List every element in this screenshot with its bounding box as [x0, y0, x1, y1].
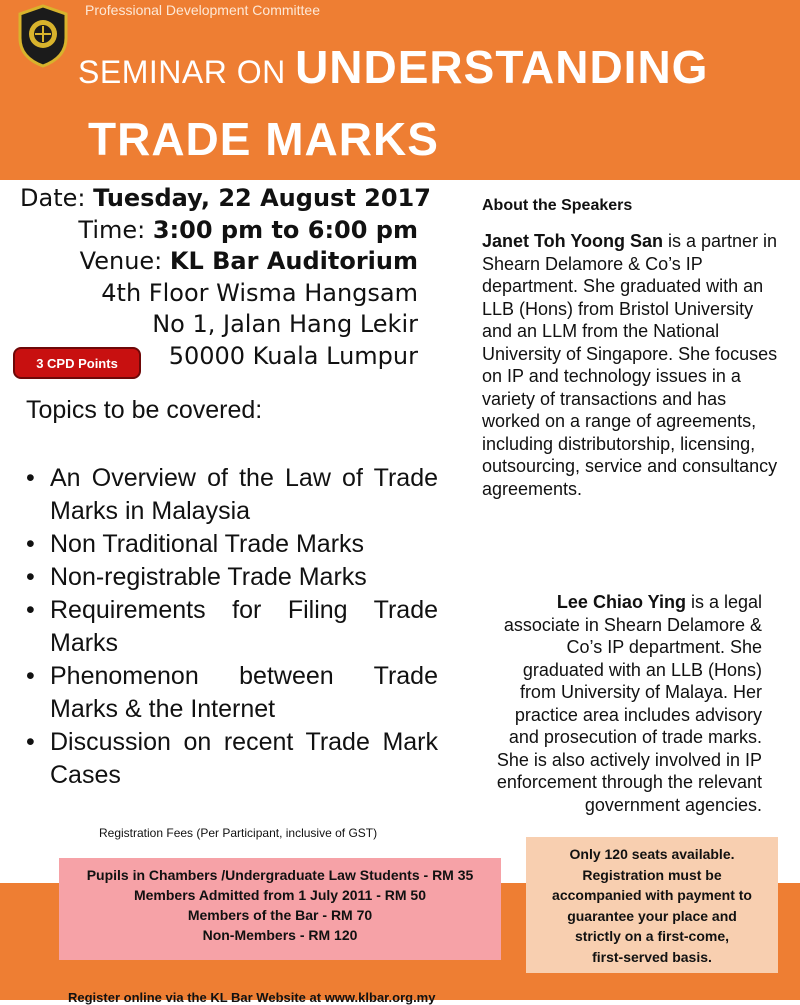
event-time [20, 215, 418, 247]
topic-item: • Non-registrable Trade Marks [26, 561, 438, 594]
title-prefix: SEMINAR ON [78, 54, 296, 90]
event-date [20, 183, 431, 215]
time-label: Time: [78, 215, 153, 244]
speaker-bio [484, 591, 762, 816]
topics-list [26, 462, 438, 792]
event-venue [20, 246, 418, 278]
fee-row: Pupils in Chambers /Undergraduate Law Students - RM 35 [86, 867, 474, 883]
seats-notice-line: guarantee your place and [567, 907, 737, 924]
address-line: No 1, Jalan Hang Lekir [152, 310, 418, 338]
seats-notice-box [526, 837, 778, 973]
fee-row: Members Admitted from 1 July 2011 - RM 50 [133, 887, 427, 903]
speaker-name: Janet Toh Yoong San [482, 231, 664, 251]
topic-item: • Requirements for Filing Trade Marks [26, 594, 438, 660]
registration-fees-label: Registration Fees (Per Participant, inclusive of GST) [99, 826, 378, 840]
address-line: 50000 Kuala Lumpur [168, 341, 418, 370]
speaker-description: is a partner in Shearn Delamore & Co’s IP department. She graduated with an LLB (Hons) from Bristol University and an LLM from the National University of Singapore. She focuses on IP and technology issues in a variety of transactions and has worked on a range of agreements, including distributorship, licensing, outsourcing, service and consultancy agreements. [482, 231, 778, 499]
venue-value: KL Bar Auditorium [169, 247, 418, 275]
seats-notice-line: first-served basis. [592, 948, 712, 965]
date-value: Tuesday, 22 August 2017 [93, 184, 431, 212]
date-label: Date: [20, 184, 94, 212]
speaker-description: is a legal associate in Shearn Delamore & Co’s IP department. She graduated with an LLB (Hons) from University of Malaya. Her practice area includes advisory and prosecution of trade marks. She is also actively involved in IP enforcement through the relevant government agencies. [496, 592, 762, 815]
seats-notice-line: Only 120 seats available. [569, 846, 735, 862]
committee-name: Professional Development Committee [85, 2, 320, 18]
event-details [20, 183, 431, 372]
header-banner [0, 0, 800, 180]
seats-notice-line: strictly on a first-come, [574, 928, 730, 944]
topics-heading: Topics to be covered: [26, 396, 263, 424]
seats-notice-line: Registration must be [582, 866, 722, 883]
topic-item: • Discussion on recent Trade Mark Cases [26, 726, 438, 792]
topic-item: • Phenomenon between Trade Marks & the Internet [26, 660, 438, 726]
time-value: 3:00 pm to 6:00 pm [152, 215, 418, 244]
topic-item: • Non Traditional Trade Marks [26, 528, 438, 561]
seminar-title-line-1 [78, 40, 708, 94]
register-online-text: Register online via the KL Bar Website at www.klbar.org.my [68, 990, 436, 1005]
address-line: 4th Floor Wisma Hangsam [101, 278, 418, 307]
seminar-title-line-2: TRADE MARKS [88, 113, 439, 165]
fees-box [59, 858, 501, 960]
fee-row: Non-Members - RM 120 [202, 927, 358, 943]
seats-notice-line: accompanied with payment to [552, 887, 752, 903]
title-main: UNDERSTANDING [295, 41, 709, 93]
fee-row: Members of the Bar - RM 70 [187, 907, 373, 923]
topic-item: • An Overview of the Law of Trade Marks in Malaysia [26, 462, 438, 528]
speaker-bio [482, 230, 782, 500]
cpd-points-badge: 3 CPD Points [13, 347, 141, 379]
kl-bar-logo-icon [16, 4, 70, 68]
speakers-heading: About the Speakers [482, 197, 633, 214]
speaker-name: Lee Chiao Ying [556, 592, 686, 612]
venue-label: Venue: [79, 247, 170, 275]
